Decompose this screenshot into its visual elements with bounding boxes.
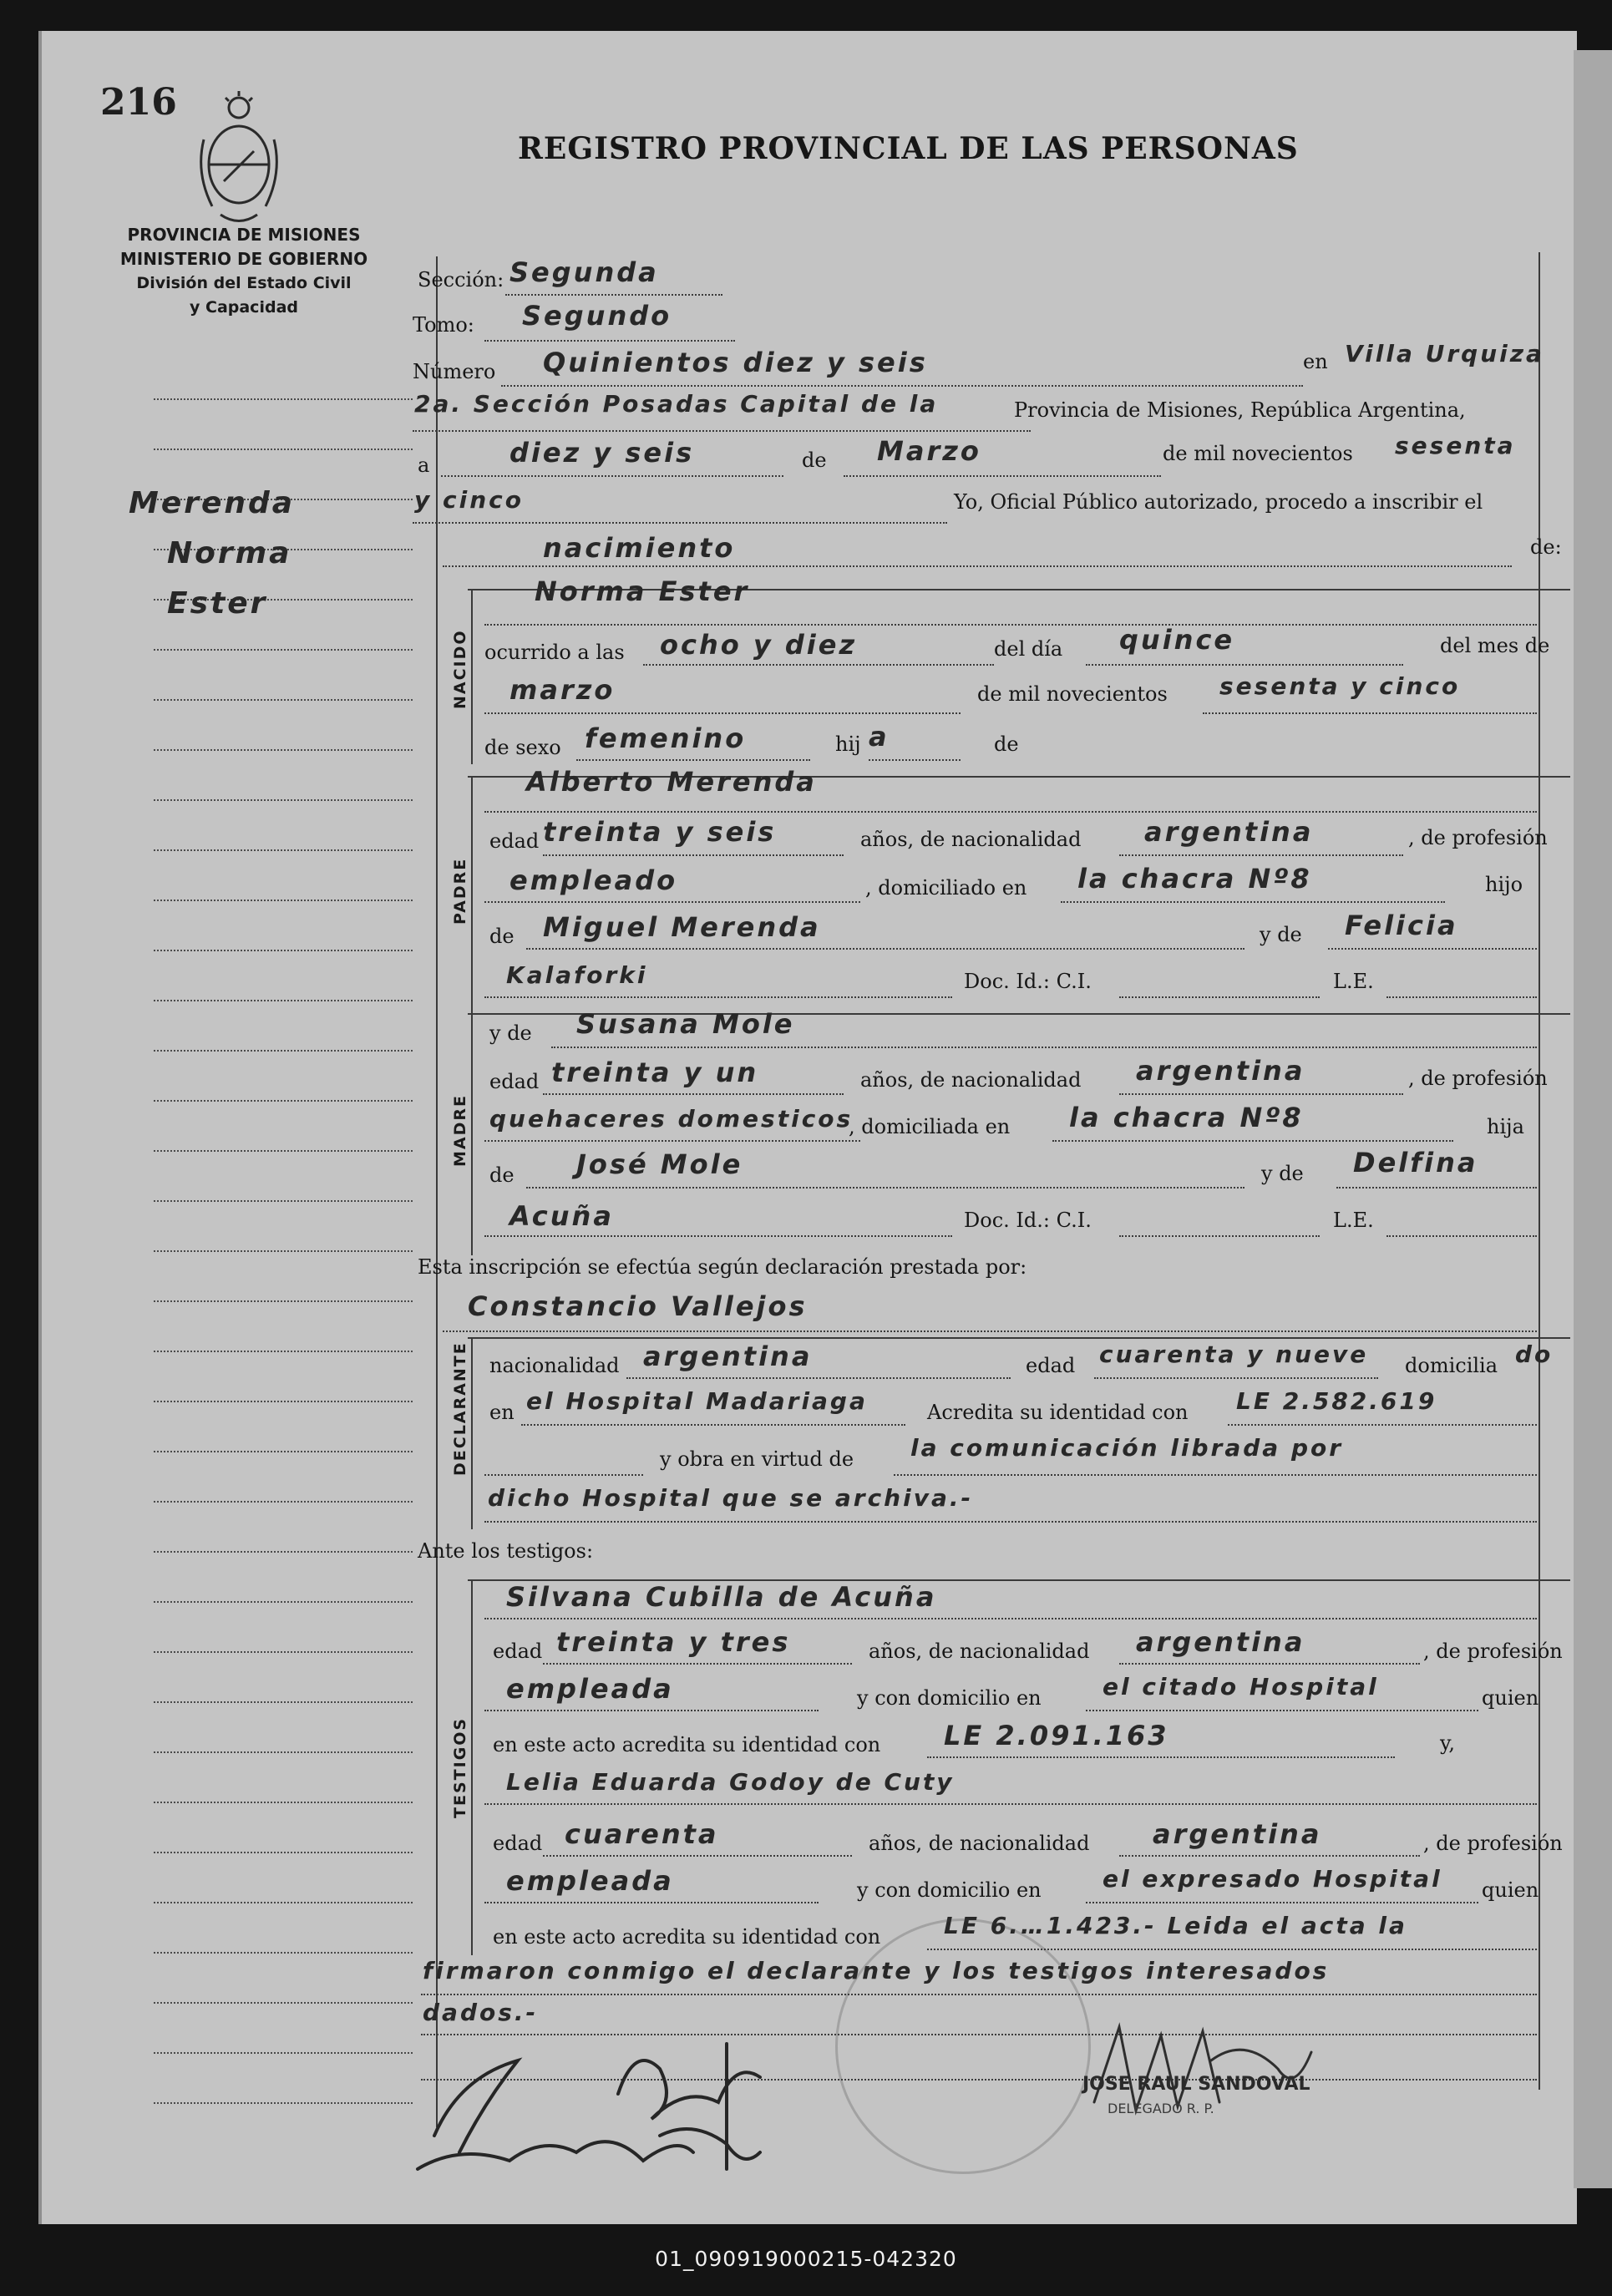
label-del-mes: del mes de — [1440, 634, 1550, 657]
value-t2-prof: empleada — [506, 1865, 674, 1897]
label-en: en — [1303, 350, 1328, 373]
value-madre-dom: la chacra Nº8 — [1069, 1102, 1304, 1133]
value-t2-nombre: Lelia Eduarda Godoy de Cuty — [506, 1768, 955, 1796]
value-hij-suffix: a — [869, 721, 890, 753]
label-madre-edad: edad — [489, 1070, 540, 1093]
value-anio: sesenta — [1395, 432, 1516, 459]
stamp-title: DELEGADO R. P. — [1108, 2101, 1214, 2116]
label-t2-acredita: en este acto acredita su identidad con — [493, 1925, 881, 1949]
value-sexo: femenino — [585, 722, 747, 754]
label-hijo: hijo — [1485, 873, 1523, 896]
label-madre-doc: Doc. Id.: C.I. — [964, 1209, 1092, 1232]
value-padre-abuela-2: Kalaforki — [506, 961, 648, 989]
label-madre-nac: años, de nacionalidad — [860, 1068, 1082, 1092]
value-mes: Marzo — [877, 435, 981, 467]
value-t1-prof: empleada — [506, 1673, 674, 1705]
ministry-line: División del Estado Civil — [136, 274, 352, 292]
label-padre-le: L.E. — [1333, 970, 1374, 993]
value-closing-2: dados.- — [423, 1999, 539, 2026]
label-t2-edad: edad — [493, 1832, 543, 1855]
label-de-colon: de: — [1530, 535, 1562, 559]
ministry-line: y Capacidad — [190, 298, 298, 317]
label-provincia: Provincia de Misiones, República Argentina, — [1014, 398, 1466, 422]
value-declarante-nombre: Constancio Vallejos — [468, 1290, 808, 1322]
value-t1-nombre: Silvana Cubilla de Acuña — [506, 1581, 937, 1613]
value-lugar-2: 2a. Sección Posadas Capital de la — [414, 390, 939, 418]
value-madre-nombre: Susana Mole — [576, 1008, 795, 1040]
value-closing-1: firmaron conmigo el declarante y los testigos interesados — [423, 1957, 1330, 1984]
value-nombre: Norma Ester — [535, 575, 750, 607]
label-yo-oficial: Yo, Oficial Público autorizado, procedo a inscribir el — [954, 490, 1483, 514]
value-madre-edad: treinta y un — [551, 1057, 759, 1088]
form-left-border — [436, 256, 438, 2127]
stamp-name: JOSE RAUL SANDOVAL — [1082, 2074, 1310, 2095]
label-numero: Número — [413, 360, 496, 383]
label-seccion: Sección: — [418, 268, 504, 291]
ministry-line: MINISTERIO DE GOBIERNO — [119, 249, 368, 269]
value-padre-nac: argentina — [1144, 816, 1314, 848]
value-padre-nombre: Alberto Merenda — [526, 766, 817, 798]
label-padre-de: de — [489, 925, 515, 948]
value-madre-nac: argentina — [1136, 1055, 1305, 1087]
label-t2-dom: y con domicilio en — [857, 1878, 1042, 1902]
label-hija: hija — [1487, 1115, 1524, 1138]
value-tomo: Segundo — [522, 300, 672, 332]
label-madre-le: L.E. — [1333, 1209, 1374, 1232]
label-del-dia: del día — [994, 637, 1063, 661]
label-t1-edad: edad — [493, 1640, 543, 1663]
label-madre-dom: , domiciliada en — [849, 1115, 1011, 1138]
value-padre-prof: empleado — [509, 864, 678, 896]
value-padre-abuelo: Miguel Merenda — [543, 911, 821, 943]
value-t2-dom: el expresado Hospital — [1103, 1865, 1442, 1893]
label-padre-edad: edad — [489, 829, 540, 853]
document-title: REGISTRO PROVINCIAL DE LAS PERSONAS — [518, 131, 1299, 166]
label-t1-nac: años, de nacionalidad — [869, 1640, 1090, 1663]
label-t1-acredita: en este acto acredita su identidad con — [493, 1733, 881, 1756]
adjacent-page-edge — [1574, 50, 1612, 2188]
ministry-block — [119, 223, 369, 320]
value-dia: diez y seis — [509, 437, 695, 469]
value-madre-abuela: Delfina — [1353, 1147, 1478, 1178]
label-hij: hij — [835, 732, 861, 756]
value-decl-virtud-2: dicho Hospital que se archiva.- — [488, 1484, 974, 1512]
value-padre-edad: treinta y seis — [543, 816, 777, 848]
value-padre-dom: la chacra Nº8 — [1077, 863, 1312, 895]
national-coat-of-arms-icon — [195, 89, 282, 231]
label-padre-nac: años, de nacionalidad — [860, 828, 1082, 851]
label-padre-doc: Doc. Id.: C.I. — [964, 970, 1092, 993]
label-de-mil: de mil novecientos — [1163, 442, 1353, 465]
value-madre-prof: quehaceres domesticos — [489, 1105, 854, 1133]
label-de-sexo: de sexo — [484, 736, 561, 759]
section-label-declarante: DECLARANTE — [451, 1341, 469, 1476]
label-padre-y-de: y de — [1260, 923, 1302, 946]
value-anio-2: y cinco — [414, 486, 524, 514]
label-ante-testigos: Ante los testigos: — [418, 1539, 594, 1563]
value-t1-doc: LE 2.091.163 — [944, 1720, 1169, 1751]
label-madre-de: de — [489, 1163, 515, 1187]
value-numero: Quinientos diez y seis — [543, 347, 928, 378]
label-de: de — [802, 449, 827, 472]
value-acto: nacimiento — [543, 532, 736, 564]
margin-note-line: Ester — [167, 586, 268, 621]
value-t1-edad: treinta y tres — [556, 1626, 791, 1658]
label-madre-prof: , de profesión — [1408, 1067, 1548, 1090]
label-de-padres: de — [994, 732, 1019, 756]
label-padre-prof: , de profesión — [1408, 826, 1548, 849]
value-decl-doc: LE 2.582.619 — [1236, 1387, 1437, 1415]
form-right-border — [1538, 252, 1540, 2090]
value-decl-virtud: la comunicación librada por — [910, 1434, 1344, 1462]
label-decl-domicilia: domicilia — [1405, 1354, 1498, 1377]
official-seal — [835, 1918, 1091, 2174]
section-label-padre: PADRE — [451, 857, 469, 925]
value-decl-dom-suffix: do — [1515, 1341, 1554, 1368]
label-decl-acredita: Acredita su identidad con — [927, 1401, 1189, 1424]
label-decl-nac: nacionalidad — [489, 1354, 620, 1377]
register-page — [38, 31, 1577, 2224]
value-madre-abuelo: José Mole — [576, 1148, 743, 1180]
margin-note-line: Merenda — [129, 486, 296, 520]
label-t2-quien: quien — [1482, 1878, 1539, 1902]
label-t2-prof: , de profesión — [1423, 1832, 1563, 1855]
label-t1-quien: quien — [1482, 1686, 1539, 1710]
label-madre-y-de: y de — [489, 1021, 532, 1045]
label-de-mil-nov: de mil novecientos — [977, 682, 1168, 706]
label-tomo: Tomo: — [413, 313, 474, 337]
value-en-lugar: Villa Urquiza — [1345, 340, 1544, 367]
section-label-madre: MADRE — [451, 1094, 469, 1167]
ministry-line: PROVINCIA DE MISIONES — [127, 225, 361, 245]
label-t1-y: y, — [1440, 1731, 1455, 1755]
label-padre-dom: , domiciliado en — [865, 876, 1027, 900]
label-t2-nac: años, de nacionalidad — [869, 1832, 1090, 1855]
value-decl-edad: cuarenta y nueve — [1099, 1341, 1369, 1368]
label-a: a — [418, 454, 430, 477]
label-madre-y-de-2: y de — [1261, 1162, 1304, 1185]
value-padre-abuela: Felicia — [1345, 910, 1458, 941]
section-label-nacido: NACIDO — [451, 629, 469, 709]
margin-note-line: Norma — [167, 536, 292, 570]
value-seccion: Segunda — [509, 256, 659, 288]
label-decl-en: en — [489, 1401, 515, 1424]
label-t1-dom: y con domicilio en — [857, 1686, 1042, 1710]
value-dia-nac: quince — [1119, 624, 1235, 656]
value-anio-nac: sesenta y cinco — [1219, 672, 1461, 700]
section-label-testigos: TESTIGOS — [451, 1716, 469, 1818]
value-t2-nac: argentina — [1153, 1818, 1322, 1850]
label-decl-y-obra: y obra en virtud de — [660, 1447, 854, 1471]
value-t2-edad: cuarenta — [565, 1818, 719, 1850]
value-t1-nac: argentina — [1136, 1626, 1305, 1658]
page-number: 216 — [100, 81, 177, 124]
value-hora: ocho y diez — [660, 629, 858, 661]
signature-declarante — [409, 2010, 802, 2194]
label-decl-edad: edad — [1026, 1354, 1076, 1377]
label-ocurrido: ocurrido a las — [484, 641, 625, 664]
label-esta-inscripcion: Esta inscripción se efectúa según declaración prestada por: — [418, 1255, 1027, 1279]
value-madre-abuela-2: Acuña — [509, 1200, 614, 1232]
value-t1-dom: el citado Hospital — [1103, 1673, 1379, 1700]
label-t1-prof: , de profesión — [1423, 1640, 1563, 1663]
value-decl-dom: el Hospital Madariaga — [526, 1387, 868, 1415]
image-caption: 01_090919000215-042320 — [655, 2247, 957, 2271]
value-t2-doc: LE 6.…1.423.- Leida el acta la — [944, 1912, 1407, 1939]
value-decl-nac: argentina — [643, 1341, 813, 1372]
value-mes-nac: marzo — [509, 674, 616, 706]
